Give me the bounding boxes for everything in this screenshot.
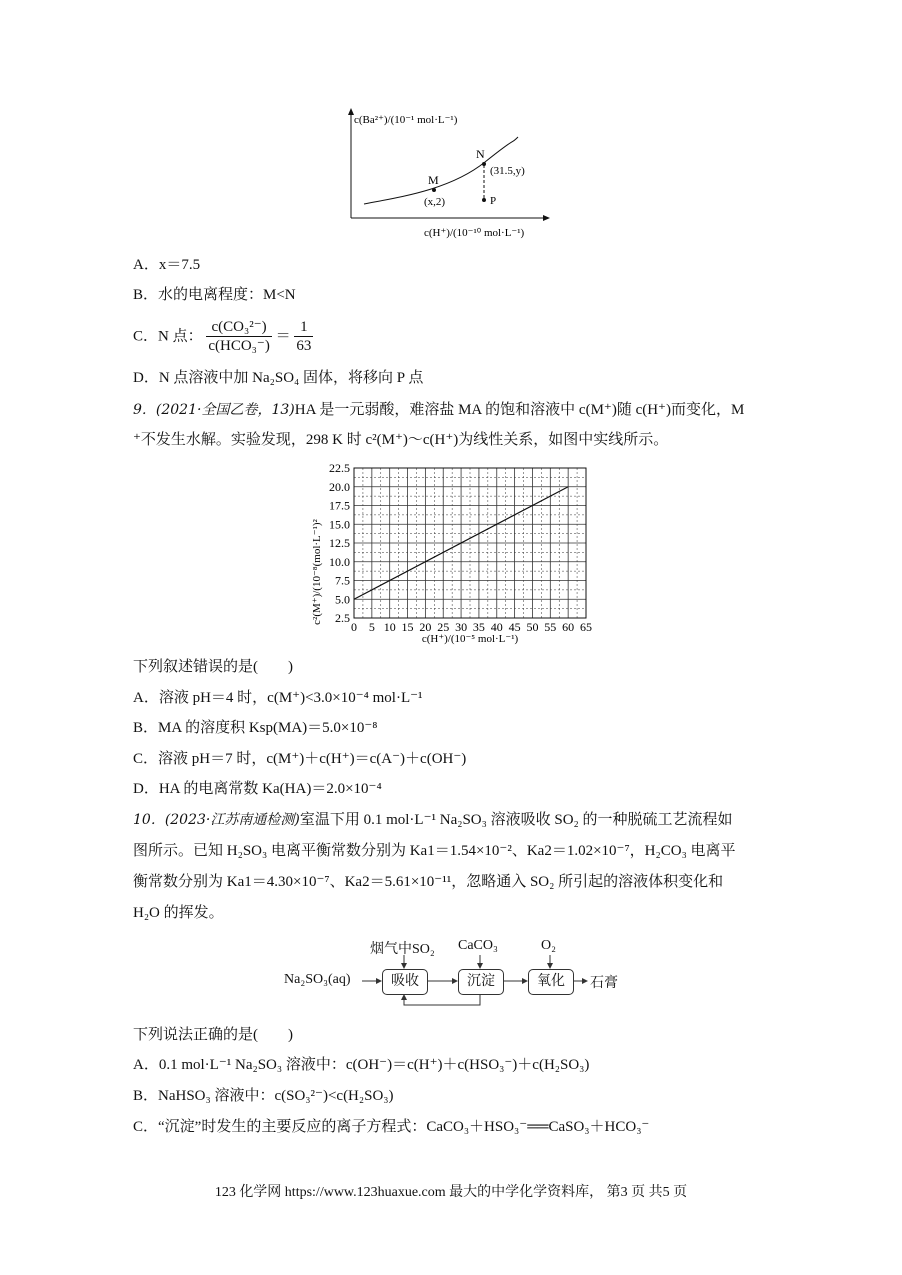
q10-stem-line2: 图所示。已知 H₂SO₃ 电离平衡常数分别为 Ka1＝1.54×10⁻²、Ka2＝1.02×10⁻⁷，H₂CO₃ 电离平 — [133, 843, 736, 859]
q8-c-ratio-den: 63 — [296, 338, 312, 354]
chart-xtick-label: 10 — [383, 620, 396, 634]
label-p: P — [490, 195, 497, 207]
chart-ytick-label: 17.5 — [329, 498, 350, 513]
flow-step-absorb: 吸收 — [382, 969, 428, 995]
q8-c-prefix: C．N 点： — [133, 328, 203, 345]
chart-ytick-label: 22.5 — [329, 461, 350, 475]
q9-prompt: 下列叙述错误的是( ) — [133, 659, 293, 675]
q10-stem-line3: 衡常数分别为 Ka1＝4.30×10⁻⁷、Ka2＝5.61×10⁻¹¹，忽略通入 SO₂ 所引起的溶液体积变化和 — [133, 874, 724, 890]
page-footer: 123 化学网 https://www.123huaxue.com 最大的中学化学资料库， 第3 页 共5 页 — [214, 1185, 688, 1200]
q9-stem-line2: ⁺不发生水解。实验发现，298 K 时 c²(M⁺)～c(H⁺)为线性关系，如图中实线所示。 — [133, 432, 669, 448]
q10-prompt: 下列说法正确的是( ) — [133, 1027, 293, 1043]
chart-c2m-vs-ch — [300, 460, 600, 650]
chart-ytick-label: 2.5 — [335, 611, 350, 625]
chart-xtick-label: 60 — [562, 620, 575, 634]
q8-c-equals: ＝ — [275, 328, 291, 345]
flow-diagram — [280, 935, 640, 1010]
chart-ytick-label: 15.0 — [329, 517, 350, 532]
flow-output: 石膏 — [590, 976, 618, 991]
flow-feed-o2: O₂ — [541, 938, 556, 953]
q10-option-c: C．“沉淀”时发生的主要反应的离子方程式：CaCO₃＋HSO₃⁻══CaSO₃＋HCO₃⁻ — [133, 1119, 650, 1135]
chart-xtick-label: 55 — [544, 620, 557, 634]
q8-c-ratio-num: 1 — [294, 318, 313, 337]
q9-option-d: D．HA 的电离常数 Ka(HA)＝2.0×10⁻⁴ — [133, 781, 382, 797]
ylabel-ba: c(Ba²⁺)/(10⁻¹ mol·L⁻¹) — [354, 114, 458, 126]
chart-ytick-label: 5.0 — [335, 592, 350, 607]
q8-c-numerator: c(CO₃²⁻) — [206, 318, 271, 337]
chart-xtick-label: 65 — [580, 620, 592, 634]
q10-source: 10．(2023·江苏南通检测) — [133, 812, 300, 828]
figure-ba-curve — [340, 105, 570, 245]
label-n: N — [476, 147, 485, 161]
q8-option-d: D．N 点溶液中加 Na₂SO₄ 固体，将移向 P 点 — [133, 370, 424, 386]
chart-ytick-label: 12.5 — [329, 536, 350, 550]
flow-feed-so2: 烟气中SO₂ — [370, 942, 435, 957]
flow-feed-caco3: CaCO₃ — [458, 938, 498, 953]
chart-xtick-label: 35 — [472, 620, 485, 634]
chart-ytick-label: 20.0 — [329, 479, 350, 494]
flow-step-precipitate: 沉淀 — [458, 969, 504, 995]
chart-ylabel: c²(M⁺)/(10⁻⁸(mol·L⁻¹)² — [311, 519, 323, 625]
label-m: M — [428, 173, 439, 187]
chart-xlabel: c(H⁺)/(10⁻⁵ mol·L⁻¹) — [421, 633, 519, 645]
q8-option-a: A．x＝7.5 — [133, 257, 201, 273]
label-n-coord: (31.5,y) — [490, 165, 525, 177]
xlabel-h: c(H⁺)/(10⁻¹⁰ mol·L⁻¹) — [424, 227, 525, 239]
q9-option-a: A．溶液 pH＝4 时，c(M⁺)<3.0×10⁻⁴ mol·L⁻¹ — [133, 690, 423, 706]
q9-option-b: B．MA 的溶度积 Ksp(MA)＝5.0×10⁻⁸ — [133, 720, 378, 736]
chart-xtick-label: 20 — [419, 620, 432, 634]
q8-c-fraction — [206, 318, 271, 355]
chart-xtick-label: 5 — [368, 620, 375, 634]
q10-stem-line1 — [133, 810, 733, 830]
label-m-coord: (x,2) — [424, 196, 446, 208]
q9-source: 9．(2021·全国乙卷，13) — [133, 402, 295, 418]
q9-stem-line1 — [133, 400, 744, 420]
q10-option-a: A．0.1 mol·L⁻¹ Na₂SO₃ 溶液中：c(OH⁻)＝c(H⁺)＋c(HSO₃⁻)＋c(H₂SO₃) — [133, 1057, 590, 1073]
chart-xtick-label: 50 — [526, 620, 539, 634]
q10-stem-text1: 室温下用 0.1 mol·L⁻¹ Na₂SO₃ 溶液吸收 SO₂ 的一种脱硫工艺流程如 — [299, 812, 733, 828]
q8-c-ratio — [294, 318, 313, 355]
q9-option-c: C．溶液 pH＝7 时，c(M⁺)＋c(H⁺)＝c(A⁻)＋c(OH⁻) — [133, 751, 467, 767]
chart-xtick-label: 45 — [508, 620, 521, 634]
q10-stem-line4: H₂O 的挥发。 — [133, 905, 224, 921]
chart-ytick-label: 7.5 — [335, 573, 350, 588]
chart-xtick-label: 15 — [401, 620, 414, 634]
q9-stem-text1: HA 是一元弱酸，难溶盐 MA 的饱和溶液中 c(M⁺)随 c(H⁺)而变化，M — [294, 402, 745, 418]
q8-option-b: B．水的电离程度：M<N — [133, 287, 296, 303]
q10-option-b: B．NaHSO₃ 溶液中：c(SO₃²⁻)<c(H₂SO₃) — [133, 1088, 394, 1104]
chart-xtick-label: 0 — [351, 620, 357, 634]
chart-xtick-label: 25 — [437, 620, 450, 634]
q8-c-denominator: c(HCO₃⁻) — [208, 338, 270, 354]
chart-xtick-label: 40 — [490, 620, 503, 634]
chart-ytick-label: 10.0 — [329, 554, 350, 569]
flow-step-oxidize: 氧化 — [528, 969, 574, 995]
q8-option-c — [133, 318, 313, 355]
chart-xtick-label: 30 — [455, 620, 468, 634]
flow-input: Na₂SO₃(aq) — [284, 972, 351, 987]
